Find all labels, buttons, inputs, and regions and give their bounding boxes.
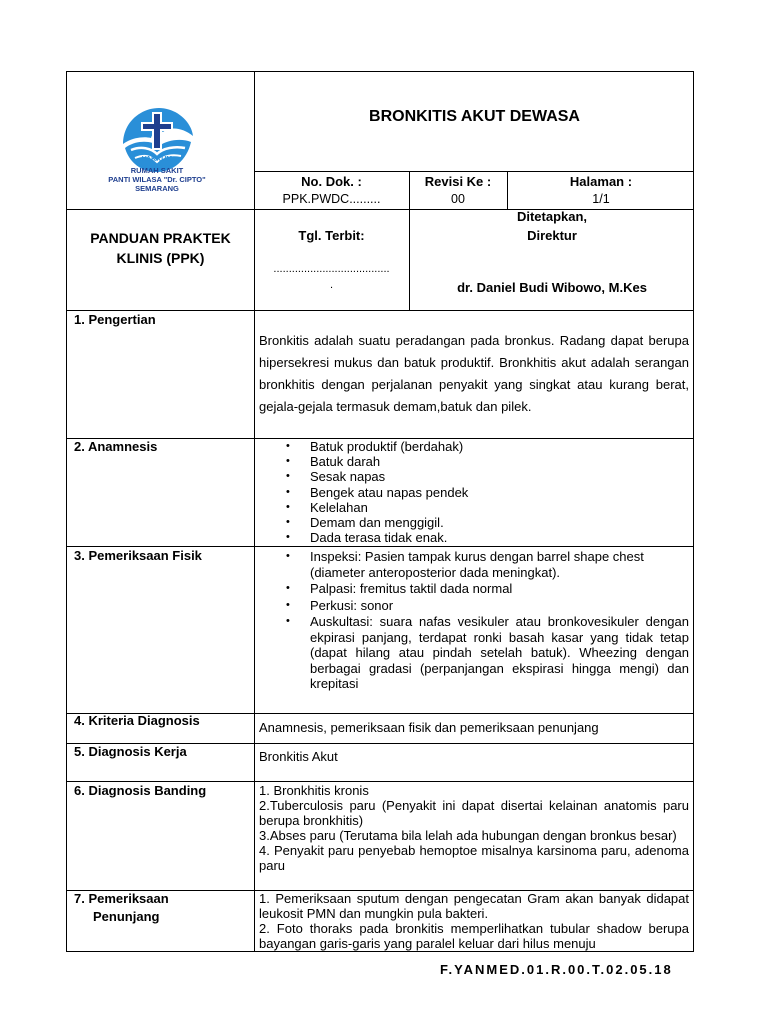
list-item: 3.Abses paru (Terutama bila lelah ada hubungan dengan bronkus besar) bbox=[259, 828, 677, 843]
list-item: 2. Foto thoraks pada bronkitis memperlihatkan tubular shadow berupa bayangan garis-garis yang paralel keluar dari hilus menuju bbox=[259, 921, 689, 951]
revisi-value: 00 bbox=[451, 192, 465, 206]
list-item: • Bengek atau napas pendek bbox=[259, 485, 689, 500]
pengertian-text: Bronkitis adalah suatu peradangan pada bronkus. Radang dapat berupa hipersekresi mukus dan batuk produktif. Bronkhitis akut adalah serangan bronkhitis dengan perjalanan penyakit yang singkat atau kurang berat, gejala-gejala termasuk demam,batuk dan pilek. bbox=[259, 333, 689, 414]
tgl-terbit-value: ...................................... bbox=[273, 263, 390, 275]
list-item: 1. Pemeriksaan sputum dengan pengecatan Gram akan banyak didapat leukosit PMN dan mungkin pula bakteri. bbox=[259, 891, 689, 921]
list-item: 1. Bronkhitis kronis bbox=[259, 783, 369, 798]
section-label-pemeriksaan-penunjang-line2: Penunjang bbox=[93, 909, 160, 924]
divider bbox=[67, 781, 694, 782]
section-label-pemeriksaan-fisik: 3. Pemeriksaan Fisik bbox=[74, 548, 202, 563]
divider bbox=[67, 546, 694, 547]
tgl-terbit-label: Tgl. Terbit: bbox=[298, 228, 365, 243]
form-code: F.YANMED.01.R.00.T.02.05.18 bbox=[440, 962, 673, 977]
list-item: • Kelelahan bbox=[259, 500, 689, 515]
divider bbox=[67, 310, 694, 311]
diagnosis-banding-list bbox=[259, 783, 689, 873]
section-label-pemeriksaan-penunjang: 7. Pemeriksaan bbox=[74, 891, 169, 906]
list-item: • Palpasi: fremitus taktil dada normal bbox=[259, 581, 689, 597]
pemeriksaan-fisik-list bbox=[259, 549, 689, 692]
section-label-anamnesis: 2. Anamnesis bbox=[74, 439, 158, 454]
ppk-document bbox=[66, 71, 694, 952]
section-label-kriteria-diagnosis: 4. Kriteria Diagnosis bbox=[74, 713, 200, 728]
no-dok-label: No. Dok. : bbox=[301, 174, 362, 189]
logo-text: SEMARANG bbox=[135, 184, 179, 193]
list-item: • Inspeksi: Pasien tampak kurus dengan barrel shape chest (diameter anteroposterior dada meningkat). bbox=[259, 549, 689, 580]
list-item: • Demam dan menggigil. bbox=[259, 515, 689, 530]
list-item: • Batuk darah bbox=[259, 454, 689, 469]
section-label-pengertian: 1. Pengertian bbox=[74, 312, 156, 327]
halaman-value: 1/1 bbox=[592, 192, 610, 206]
section-label-diagnosis-kerja: 5. Diagnosis Kerja bbox=[74, 744, 187, 759]
list-item: • Batuk produktif (berdahak) bbox=[259, 439, 689, 454]
divider bbox=[254, 310, 255, 952]
ditetapkan-label: Ditetapkan, bbox=[516, 209, 588, 224]
list-item: • Dada terasa tidak enak. bbox=[259, 530, 689, 545]
list-item: • Perkusi: sonor bbox=[259, 598, 689, 614]
divider bbox=[254, 171, 694, 172]
section-label-diagnosis-banding: 6. Diagnosis Banding bbox=[74, 783, 207, 798]
no-dok-value: PPK.PWDC......... bbox=[282, 192, 381, 206]
document-title: BRONKITIS AKUT DEWASA bbox=[369, 108, 580, 125]
pemeriksaan-penunjang-list bbox=[259, 891, 689, 951]
logo-text: RUMAH SAKIT bbox=[130, 166, 184, 175]
list-item: 4. Penyakit paru penyebab hemoptoe misalnya karsinoma paru, adenoma paru bbox=[259, 843, 689, 873]
anamnesis-list bbox=[259, 439, 689, 545]
logo-text: VAKKUM bbox=[141, 156, 173, 163]
tgl-terbit-dot: . bbox=[329, 279, 334, 291]
logo-text: PANTI WILASA "Dr. CIPTO" bbox=[108, 175, 206, 184]
list-item: • Sesak napas bbox=[259, 469, 689, 484]
direktur-label: Direktur bbox=[527, 228, 577, 243]
halaman-label: Halaman : bbox=[569, 174, 633, 189]
list-item: 2.Tuberculosis paru (Penyakit ini dapat disertai kelainan anatomis paru berupa bronkhitis) bbox=[259, 798, 689, 828]
kriteria-diagnosis-text: Anamnesis, pemeriksaan fisik dan pemeriksaan penunjang bbox=[259, 720, 599, 735]
document-type: PANDUAN PRAKTEK KLINIS (PPK) bbox=[90, 230, 231, 266]
signatory-name: dr. Daniel Budi Wibowo, M.Kes bbox=[457, 280, 647, 295]
diagnosis-kerja-text: Bronkitis Akut bbox=[259, 749, 338, 764]
list-item: • Auskultasi: suara nafas vesikuler atau bronkovesikuler dengan ekpirasi panjang, terdapat ronki basah kasar yang tidak tetap (dapat hilang atau pindah setelah batuk). Wheezing dengan berbagai gradasi (perpanjangan ekspirasi hingga mengi) dan krepitasi bbox=[259, 614, 689, 692]
revisi-label: Revisi Ke : bbox=[424, 174, 492, 189]
